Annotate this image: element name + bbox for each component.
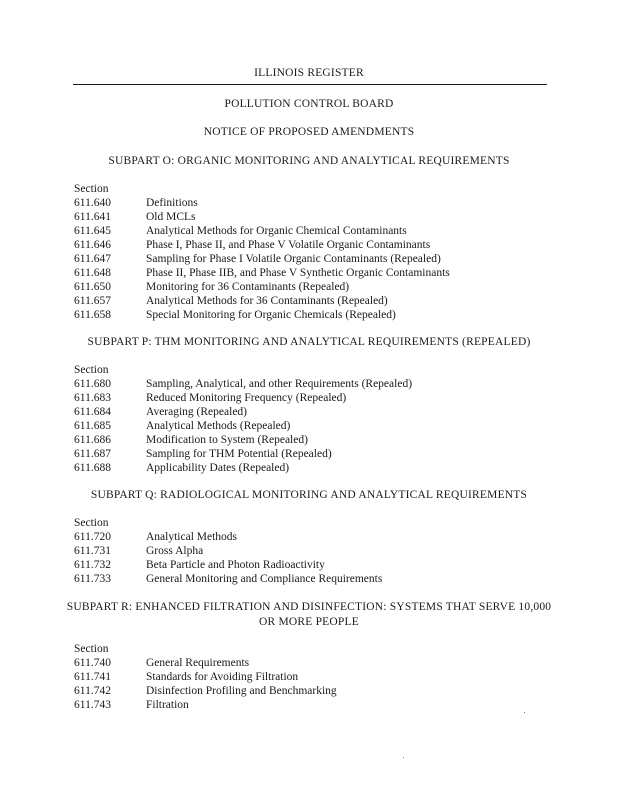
section-title: Sampling, Analytical, and other Requirements (Repealed) bbox=[146, 378, 413, 390]
section-title: Disinfection Profiling and Benchmarking bbox=[146, 685, 337, 697]
section-number: 611.648 bbox=[74, 267, 111, 279]
section-number: 611.658 bbox=[74, 309, 111, 321]
section-title: Applicability Dates (Repealed) bbox=[146, 462, 290, 474]
section-number: 611.740 bbox=[74, 657, 111, 669]
section-number: 611.657 bbox=[74, 295, 111, 307]
agency-name: POLLUTION CONTROL BOARD bbox=[224, 98, 394, 110]
section-title: Special Monitoring for Organic Chemicals (Repealed) bbox=[146, 309, 396, 321]
section-row bbox=[74, 308, 554, 322]
section-row bbox=[74, 433, 554, 447]
subpart-p-section-list bbox=[74, 363, 554, 475]
subpart-q-heading: SUBPART Q: RADIOLOGICAL MONITORING AND ANALYTICAL REQUIREMENTS bbox=[90, 489, 528, 501]
section-row bbox=[74, 461, 554, 475]
subpart-o-section-list bbox=[74, 182, 554, 322]
section-row bbox=[74, 530, 554, 544]
section-row bbox=[74, 224, 554, 238]
section-number: 611.688 bbox=[74, 462, 111, 474]
section-row bbox=[74, 377, 554, 391]
section-title: Analytical Methods for 36 Contaminants (Repealed) bbox=[146, 295, 388, 307]
section-title: Beta Particle and Photon Radioactivity bbox=[146, 559, 325, 571]
section-title: Definitions bbox=[146, 197, 198, 209]
subpart-q-section-list bbox=[74, 516, 554, 586]
section-number: 611.720 bbox=[74, 531, 111, 543]
section-title: Gross Alpha bbox=[146, 545, 204, 557]
notice-title: NOTICE OF PROPOSED AMENDMENTS bbox=[203, 126, 415, 138]
section-number: 611.647 bbox=[74, 253, 111, 265]
section-title: Analytical Methods bbox=[146, 531, 238, 543]
section-number: 611.742 bbox=[74, 685, 111, 697]
section-number: 611.645 bbox=[74, 225, 111, 237]
section-row bbox=[74, 391, 554, 405]
section-number: 611.685 bbox=[74, 420, 111, 432]
header-rule bbox=[73, 84, 547, 85]
section-title: Reduced Monitoring Frequency (Repealed) bbox=[146, 392, 347, 404]
section-row bbox=[74, 558, 554, 572]
section-label: Section bbox=[74, 517, 109, 529]
section-label: Section bbox=[74, 183, 109, 195]
section-number: 611.731 bbox=[74, 545, 111, 557]
section-row bbox=[74, 196, 554, 210]
section-row bbox=[74, 405, 554, 419]
section-title: Old MCLs bbox=[146, 211, 196, 223]
subpart-r-section-list bbox=[74, 642, 554, 712]
scan-speck bbox=[403, 757, 404, 758]
section-row bbox=[74, 447, 554, 461]
section-number: 611.641 bbox=[74, 211, 111, 223]
section-number: 611.684 bbox=[74, 406, 111, 418]
register-title: ILLINOIS REGISTER bbox=[254, 67, 364, 79]
section-title: Modification to System (Repealed) bbox=[146, 434, 308, 446]
subpart-r-heading: SUBPART R: ENHANCED FILTRATION AND DISINFECTION: SYSTEMS THAT SERVE 10,000 OR MORE PEOPLE bbox=[66, 601, 552, 628]
section-number: 611.732 bbox=[74, 559, 111, 571]
section-title: Analytical Methods (Repealed) bbox=[146, 420, 291, 432]
section-row bbox=[74, 656, 554, 670]
section-label: Section bbox=[74, 364, 109, 376]
section-title: Sampling for THM Potential (Repealed) bbox=[146, 448, 332, 460]
section-title: Standards for Avoiding Filtration bbox=[146, 671, 299, 683]
section-title: Analytical Methods for Organic Chemical Contaminants bbox=[146, 225, 407, 237]
scan-speck bbox=[524, 712, 525, 713]
section-row bbox=[74, 294, 554, 308]
section-number: 611.683 bbox=[74, 392, 111, 404]
section-row bbox=[74, 419, 554, 433]
subpart-o-heading: SUBPART O: ORGANIC MONITORING AND ANALYTICAL REQUIREMENTS bbox=[108, 155, 510, 167]
section-number: 611.650 bbox=[74, 281, 111, 293]
section-number: 611.640 bbox=[74, 197, 111, 209]
section-number: 611.741 bbox=[74, 671, 111, 683]
section-number: 611.733 bbox=[74, 573, 111, 585]
section-title: Filtration bbox=[146, 699, 189, 711]
section-title: Averaging (Repealed) bbox=[146, 406, 248, 418]
subpart-p-heading: SUBPART P: THM MONITORING AND ANALYTICAL REQUIREMENTS (REPEALED) bbox=[87, 336, 531, 348]
section-number: 611.686 bbox=[74, 434, 111, 446]
section-title: General Monitoring and Compliance Requirements bbox=[146, 573, 383, 585]
section-row bbox=[74, 572, 554, 586]
section-row bbox=[74, 670, 554, 684]
section-row bbox=[74, 252, 554, 266]
section-label: Section bbox=[74, 643, 109, 655]
section-number: 611.687 bbox=[74, 448, 111, 460]
section-row bbox=[74, 210, 554, 224]
section-number: 611.646 bbox=[74, 239, 111, 251]
section-row bbox=[74, 684, 554, 698]
section-title: Phase I, Phase II, and Phase V Volatile Organic Contaminants bbox=[146, 239, 431, 251]
section-title: Monitoring for 36 Contaminants (Repealed) bbox=[146, 281, 350, 293]
section-row bbox=[74, 266, 554, 280]
section-title: Sampling for Phase I Volatile Organic Contaminants (Repealed) bbox=[146, 253, 441, 265]
section-row bbox=[74, 544, 554, 558]
section-row bbox=[74, 698, 554, 712]
section-title: General Requirements bbox=[146, 657, 250, 669]
section-row bbox=[74, 238, 554, 252]
section-title: Phase II, Phase IIB, and Phase V Synthetic Organic Contaminants bbox=[146, 267, 450, 279]
section-number: 611.743 bbox=[74, 699, 111, 711]
section-row bbox=[74, 280, 554, 294]
section-number: 611.680 bbox=[74, 378, 111, 390]
